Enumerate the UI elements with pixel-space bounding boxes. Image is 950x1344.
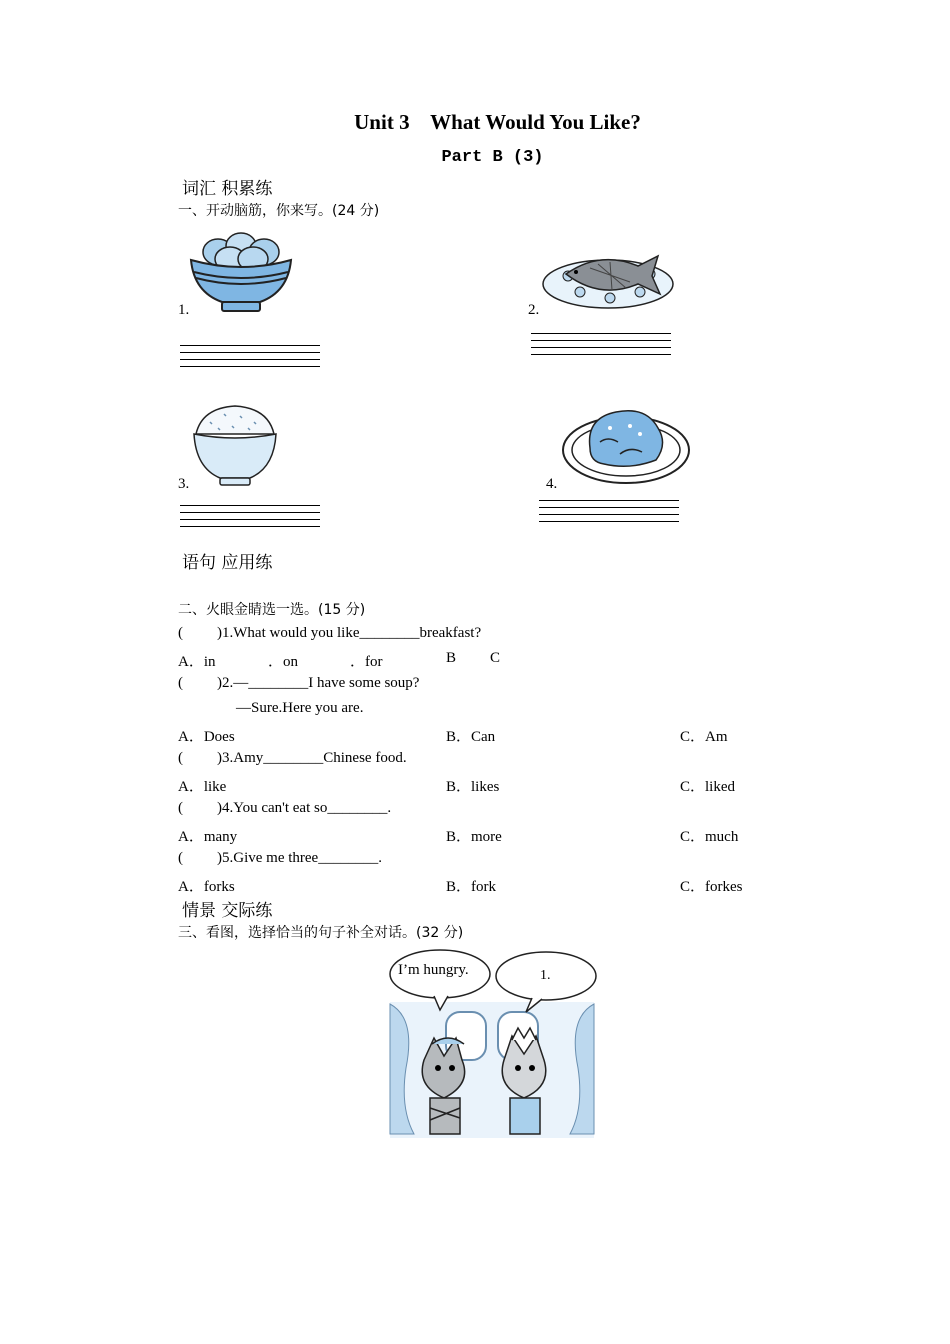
dialog-illustration (386, 948, 600, 1140)
q4-paren-open[interactable]: ( (178, 800, 183, 816)
q2-stem-reply: —Sure.Here you are. (236, 700, 364, 716)
q1-option-e: C (490, 650, 501, 666)
q2-option-b[interactable]: B．Can (446, 729, 496, 745)
answer-lines-2[interactable] (531, 333, 671, 361)
q3-paren-open[interactable]: ( (178, 750, 183, 766)
q1-option-c[interactable]: ．for (350, 654, 383, 670)
q3-stem: 3.Amy________Chinese food. (222, 750, 407, 766)
section-label-dialog: 情景 交际练 (182, 901, 273, 921)
item-num-1: 1. (178, 302, 190, 318)
instruction-dialog: 三、看图，选择恰当的句子补全对话。(32 分) (178, 925, 464, 941)
q1-stem: 1.What would you like________breakfast? (222, 625, 482, 641)
instruction-sentence: 二、火眼金睛选一选。(15 分) (178, 602, 366, 618)
q4-option-c[interactable]: C．much (680, 829, 739, 845)
q2-paren-open[interactable]: ( (178, 675, 183, 691)
q5-paren-close: ) (217, 850, 222, 866)
q4-paren-close: ) (217, 800, 222, 816)
item-num-3: 3. (178, 476, 190, 492)
q2-option-c[interactable]: C．Am (680, 729, 728, 745)
q5-option-c[interactable]: C．forkes (680, 879, 743, 895)
q1-paren-open[interactable]: ( (178, 625, 183, 641)
answer-lines-4[interactable] (539, 500, 679, 528)
q3-option-b[interactable]: B．likes (446, 779, 500, 795)
q4-option-a[interactable]: A．many (178, 829, 238, 845)
q5-option-b[interactable]: B．fork (446, 879, 496, 895)
q1-paren-close: ) (217, 625, 222, 641)
item-num-2: 2. (528, 302, 540, 318)
q3-option-c[interactable]: C．liked (680, 779, 735, 795)
bubble-right-text[interactable]: 1. (540, 968, 551, 983)
item-num-4: 4. (546, 476, 558, 492)
q1-option-d: B (446, 650, 457, 666)
q3-paren-close: ) (217, 750, 222, 766)
q5-option-a[interactable]: A．forks (178, 879, 235, 895)
section-label-vocab: 词汇 积累练 (182, 179, 273, 199)
q2-paren-close: ) (217, 675, 222, 691)
q2-option-a[interactable]: A．Does (178, 729, 235, 745)
q3-option-a[interactable]: A．like (178, 779, 227, 795)
page-subtitle: Part B (3) (441, 148, 544, 167)
q4-option-b[interactable]: B．more (446, 829, 502, 845)
answer-lines-3[interactable] (180, 505, 320, 533)
section-label-sentence: 语句 应用练 (182, 553, 273, 573)
q1-option-b[interactable]: ．on (268, 654, 299, 670)
answer-lines-1[interactable] (180, 345, 320, 373)
rice-bowl-image (190, 402, 280, 488)
q5-paren-open[interactable]: ( (178, 850, 183, 866)
q4-stem: 4.You can't eat so________. (222, 800, 392, 816)
instruction-vocab: 一、开动脑筋，你来写。(24 分) (178, 203, 380, 219)
q1-option-a[interactable]: A．in (178, 654, 216, 670)
page-title: Unit 3 What Would You Like? (354, 110, 641, 134)
meat-plate-image (560, 398, 692, 488)
fish-plate-image (540, 244, 678, 312)
eggs-bowl-image (188, 222, 294, 316)
q2-stem: 2.—________I have some soup? (222, 675, 420, 691)
bubble-left-text: I’m hungry. (398, 962, 469, 978)
q5-stem: 5.Give me three________. (222, 850, 382, 866)
